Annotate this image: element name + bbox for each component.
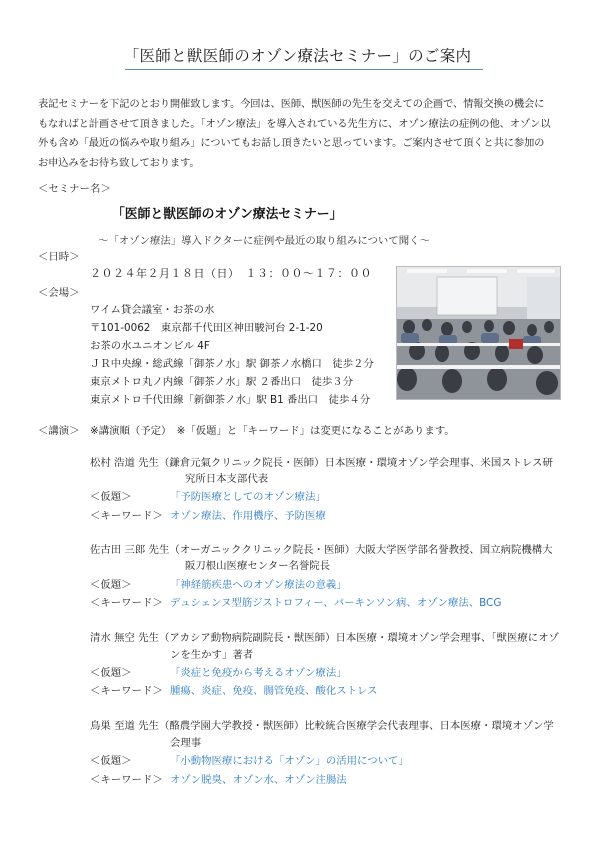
speaker-1-info: 松村 浩道 先生（鎌倉元氣クリニック院長・医師）日本医療・環境オゾン学会理事、米国ストレス研 [90, 457, 553, 469]
intro-paragraph [38, 95, 568, 173]
speaker-4-keyword-label: ＜キーワード＞ [90, 774, 163, 786]
speaker-2-keywords: デュシェンヌ型筋ジストロフィー、パーキンソン病、オゾン療法、BCG [170, 597, 502, 609]
venue-address: 〒101-0062 東京都千代田区神田駿河台 2-1-20 [90, 322, 323, 334]
speaker-4-keywords: オゾン脱臭、オゾン水、オゾン注腸法 [170, 774, 347, 786]
speaker-1-topic: 「予防医療としてのオゾン療法」 [170, 491, 326, 503]
intro-line: 表記セミナーを下記のとおり開催致します。今回は、医師、獣医師の先生を交えての企画で、情報交換の機会に [38, 98, 545, 110]
speaker-1-keyword-label: ＜キーワード＞ [90, 510, 163, 522]
intro-line: 外も含め「最近の悩みや取り組み」についてもお話し頂きたいと思っています。ご案内させて頂くと共に参加の [38, 137, 545, 149]
speaker-2-info-cont: 阪刀根山医療センター名誉院長 [185, 560, 331, 572]
speaker-2-keyword-label: ＜キーワード＞ [90, 597, 163, 609]
venue-name: ワイム貸会議室・お茶の水 [90, 304, 215, 316]
access-jr: ＪＲ中央線・総武線「御茶ノ水」駅 御茶ノ水橋口 徒歩２分 [90, 358, 374, 370]
page-title: 「医師と獣医師のオゾン療法セミナー」のご案内 [123, 47, 472, 65]
speaker-1-info-cont: 究所日本支部代表 [185, 473, 269, 485]
speaker-3-info-cont: ンを生かす」著者 [170, 649, 254, 661]
seminar-name-label: ＜セミナー名＞ [38, 183, 111, 195]
speaker-2-topic-label: ＜仮題＞ [90, 579, 132, 591]
speaker-3-info: 清水 無空 先生（アカシア動物病院副院長・獣医師）日本医療・環境オゾン学会理事、「獣医療にオゾ [90, 632, 559, 644]
speaker-2-info: 佐古田 三郎 先生（オーガニッククリニック院長・医師）大阪大学医学部名誉教授、国立病院機構大 [90, 544, 553, 556]
speaker-2-topic: 「神経筋疾患へのオゾン療法の意義」 [170, 579, 347, 591]
venue-building: お茶の水ユニオンビル 4F [90, 340, 210, 352]
intro-line: お申込みをお待ち致しております。 [38, 156, 200, 169]
speaker-4-info: 鳥巣 至道 先生（酪農学園大学教授・獣医師）比較統合医療学会代表理事、日本医療・環境オゾン学 [90, 720, 554, 732]
venue-info [90, 301, 374, 409]
speaker-1-topic-label: ＜仮題＞ [90, 491, 132, 503]
speaker-4-topic: 「小動物医療における「オゾン」の活用について」 [170, 755, 409, 767]
speaker-3-topic-label: ＜仮題＞ [90, 667, 132, 679]
speaker-4-topic-label: ＜仮題＞ [90, 755, 132, 767]
speaker-3-topic: 「炎症と免疫から考えるオゾン療法」 [170, 667, 347, 679]
lecture-label: ＜講演＞ [38, 425, 80, 437]
access-chiyoda: 東京メトロ千代田線「新御茶ノ水」駅 B1 番出口 徒歩４分 [90, 394, 371, 406]
datetime-value: ２０２４年２月１８日（日） １３：００～１７：００ [90, 267, 372, 280]
intro-line: もなればと計画させて頂きました。「オゾン療法」を導入されている先生方に、オゾン療法の症例の他、オゾン以 [38, 117, 551, 130]
seminar-name: 「医師と獣医師のオゾン療法セミナー」 [112, 207, 343, 222]
seminar-subtitle: ～「オゾン療法」導入ドクターに症例や最近の取り組みについて聞く～ [98, 235, 430, 247]
lecture-note: ※講演順（予定） ※「仮題」と「キーワード」は変更になることがあります。 [90, 425, 455, 437]
speaker-3-keywords: 腫瘍、炎症、免疫、腸管免疫、酸化ストレス [170, 685, 378, 697]
speaker-1-keywords: オゾン療法、作用機序、予防医療 [170, 510, 326, 522]
seminar-room-photo [396, 266, 561, 400]
title-underline [125, 69, 483, 70]
venue-label: ＜会場＞ [38, 287, 80, 299]
speaker-3-keyword-label: ＜キーワード＞ [90, 685, 163, 697]
speaker-4-info-cont: 会理事 [170, 737, 202, 749]
datetime-label: ＜日時＞ [38, 251, 80, 263]
access-marunouchi: 東京メトロ丸ノ内線「御茶ノ水」駅 ２番出口 徒歩３分 [90, 376, 354, 388]
